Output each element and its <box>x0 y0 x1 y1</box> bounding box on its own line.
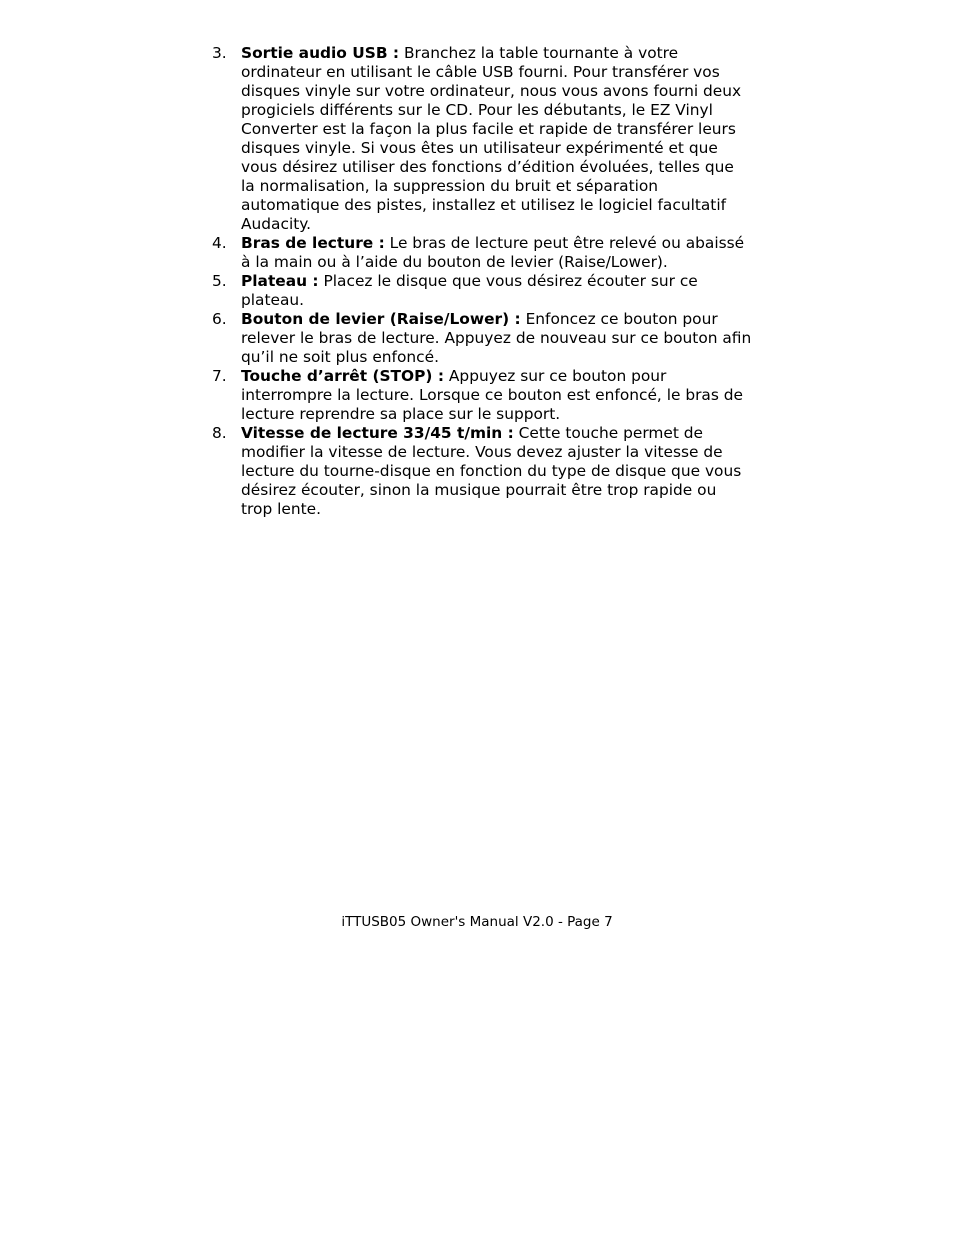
item-number: 7. <box>212 367 227 385</box>
item-number: 8. <box>212 424 227 442</box>
item-text: Enfoncez ce bouton pour relever le bras de lecture. Appuyez de nouveau sur ce bouton afin qu’il ne soit plus enfoncé. <box>241 310 752 366</box>
list-item <box>212 424 752 519</box>
list-item <box>212 310 752 367</box>
item-body <box>241 310 752 367</box>
item-body <box>241 234 752 272</box>
page-footer: iTTUSB05 Owner's Manual V2.0 - Page 7 <box>341 914 613 930</box>
item-body <box>241 424 752 519</box>
feature-list <box>212 44 752 519</box>
item-text: Appuyez sur ce bouton pour interrompre la lecture. Lorsque ce bouton est enfoncé, le bras de lecture reprendre sa place sur le support. <box>241 367 744 423</box>
list-item <box>212 367 752 424</box>
list-item <box>212 44 752 234</box>
item-text: Cette touche permet de modifier la vitesse de lecture. Vous devez ajuster la vitesse de lecture du tourne-disque en fonction du type de disque que vous désirez écouter, sinon la musique pourrait être trop rapide ou trop lente. <box>241 424 742 518</box>
list-item <box>212 272 752 310</box>
item-term: Bouton de levier (Raise/Lower) : <box>241 310 521 328</box>
item-number: 4. <box>212 234 227 252</box>
item-number: 3. <box>212 44 227 62</box>
item-text: Branchez la table tournante à votre ordinateur en utilisant le câble USB fourni. Pour transférer vos disques vinyle sur votre ordinateur, nous vous avons fourni deux progiciels différents sur le CD. Pour les débutants, le EZ Vinyl Converter est la façon la plus facile et rapide de transférer leurs disques vinyle. Si vous êtes un utilisateur expérimenté et que vous désirez utiliser des fonctions d’édition évoluées, telles que la normalisation, la suppression du bruit et séparation automatique des pistes, installez et utilisez le logiciel facultatif Audacity. <box>241 44 742 233</box>
item-text: Le bras de lecture peut être relevé ou abaissé à la main ou à l’aide du bouton de levier (Raise/Lower). <box>241 234 745 271</box>
item-number: 6. <box>212 310 227 328</box>
item-body <box>241 367 752 424</box>
item-term: Plateau : <box>241 272 319 290</box>
item-body <box>241 44 752 234</box>
item-term: Touche d’arrêt (STOP) : <box>241 367 444 385</box>
item-number: 5. <box>212 272 227 290</box>
list-item <box>212 234 752 272</box>
item-text: Placez le disque que vous désirez écouter sur ce plateau. <box>241 272 698 309</box>
item-body <box>241 272 752 310</box>
item-term: Bras de lecture : <box>241 234 385 252</box>
item-term: Sortie audio USB : <box>241 44 400 62</box>
item-term: Vitesse de lecture 33/45 t/min : <box>241 424 514 442</box>
